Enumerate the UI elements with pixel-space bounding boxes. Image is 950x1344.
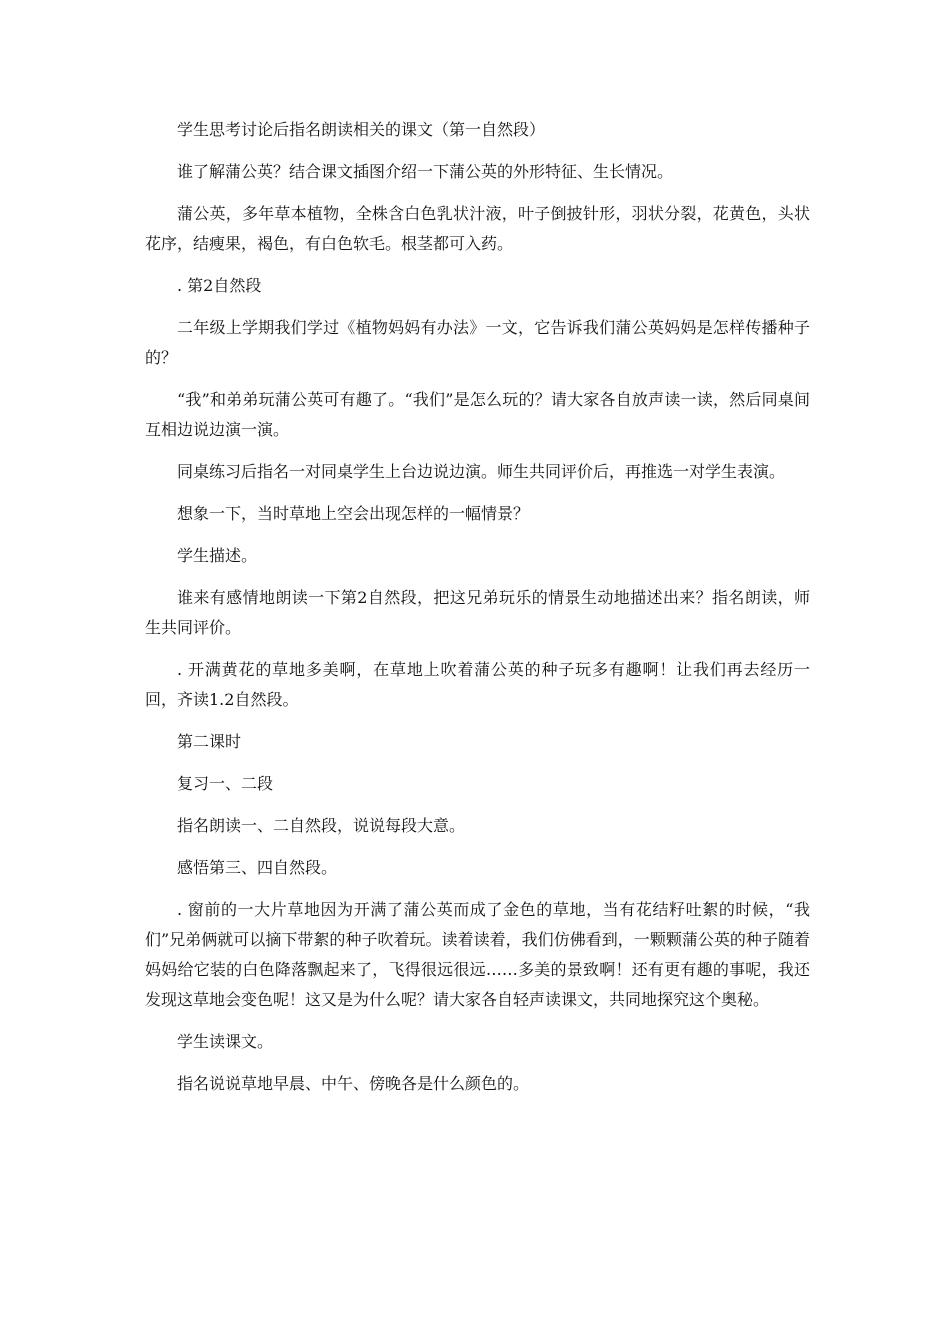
lesson-heading: 第二课时 [177, 732, 242, 751]
paragraph-18: 指名说说草地早晨、中午、傍晚各是什么颜色的。 [177, 1074, 530, 1093]
paragraph-2: 谁了解蒲公英？结合课文插图介绍一下蒲公英的外形特征、生长情况。 [177, 162, 674, 181]
paragraph-3: 蒲公英，多年草本植物，全株含白色乳状汁液，叶子倒披针形，羽状分裂，花黄色，头状花序，结瘦果，褐色，有白色软毛。根茎都可入药。 [145, 204, 810, 253]
paragraph-16: . 窗前的一大片草地因为开满了蒲公英而成了金色的草地，当有花结籽吐絮的时候，“我们”兄弟俩就可以摘下带絮的种子吹着玩。读着读着，我们仿佛看到，一颗颗蒲公英的种子随着妈妈给它装的白色降落飘起来了，飞得很远很远……多美的景致啊！还有更有趣的事呢，我还发现这草地会变色呢！这又是为什么呢？请大家各自轻声读课文，共同地探究这个奥秘。 [145, 900, 810, 1009]
document-page [145, 115, 810, 1111]
paragraph-7: 同桌练习后指名一对同桌学生上台边说边演。师生共同评价后，再推选一对学生表演。 [177, 462, 786, 481]
paragraph-17: 学生读课文。 [177, 1032, 274, 1051]
paragraph-13: 复习一、二段 [177, 774, 274, 793]
section-heading-2: . 第2自然段 [177, 276, 262, 295]
paragraph-10: 谁来有感情地朗读一下第2自然段，把这兄弟玩乐的情景生动地描述出来？指名朗读，师生共同评价。 [145, 588, 810, 637]
paragraph-15: 感悟第三、四自然段。 [177, 858, 338, 877]
paragraph-8: 想象一下，当时草地上空会出现怎样的一幅情景？ [177, 504, 530, 523]
paragraph-9: 学生描述。 [177, 546, 258, 565]
paragraph-11: . 开满黄花的草地多美啊，在草地上吹着蒲公英的种子玩多有趣啊！让我们再去经历一回，齐读1.2自然段。 [145, 660, 810, 709]
paragraph-1: 学生思考讨论后指名朗读相关的课文（第一自然段） [177, 120, 546, 139]
paragraph-6: “我”和弟弟玩蒲公英可有趣了。“我们”是怎么玩的？请大家各自放声读一读，然后同桌间互相边说边演一演。 [145, 390, 810, 439]
paragraph-14: 指名朗读一、二自然段，说说每段大意。 [177, 816, 466, 835]
paragraph-5: 二年级上学期我们学过《植物妈妈有办法》一文，它告诉我们蒲公英妈妈是怎样传播种子的？ [145, 318, 810, 367]
